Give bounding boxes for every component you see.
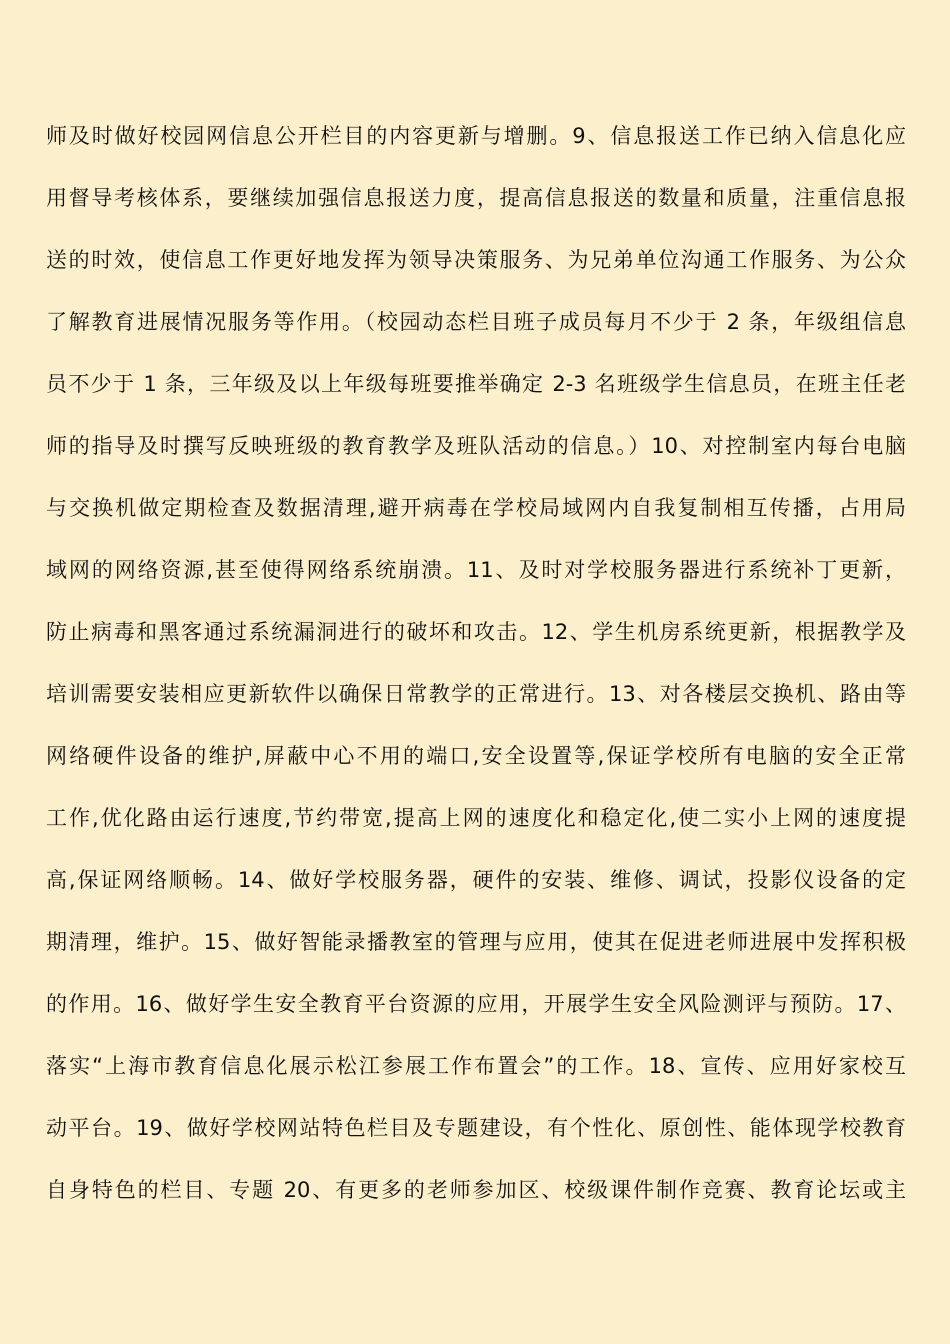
text-line-1: 师及时做好校园网信息公开栏目的内容更新与增删。9、信息报送工作已纳入信息化应 <box>46 124 906 148</box>
text-line-2: 用督导考核体系，要继续加强信息报送力度，提高信息报送的数量和质量，注重信息报 <box>46 186 906 210</box>
text-line-9: 防止病毒和黑客通过系统漏洞进行的破坏和攻击。12、学生机房系统更新，根据教学及 <box>46 620 906 644</box>
text-line-18: 自身特色的栏目、专题 20、有更多的老师参加区、校级课件制作竞赛、教育论坛或主 <box>46 1178 906 1202</box>
text-line-12: 工作,优化路由运行速度,节约带宽,提高上网的速度化和稳定化,使二实小上网的速度提 <box>46 806 906 830</box>
text-line-15: 的作用。16、做好学生安全教育平台资源的应用，开展学生安全风险测评与预防。17、 <box>46 992 906 1016</box>
text-line-5: 员不少于 1 条，三年级及以上年级每班要推举确定 2-3 名班级学生信息员，在班主任老 <box>46 372 906 396</box>
text-line-4: 了解教育进展情况服务等作用。（校园动态栏目班子成员每月不少于 2 条，年级组信息 <box>46 310 906 334</box>
text-line-14: 期清理，维护。15、做好智能录播教室的管理与应用，使其在促进老师进展中发挥积极 <box>46 930 906 954</box>
text-line-17: 动平台。19、做好学校网站特色栏目及专题建设，有个性化、原创性、能体现学校教育 <box>46 1116 906 1140</box>
text-line-8: 域网的网络资源,甚至使得网络系统崩溃。11、及时对学校服务器进行系统补丁更新， <box>46 558 906 582</box>
text-line-11: 网络硬件设备的维护,屏蔽中心不用的端口,安全设置等,保证学校所有电脑的安全正常 <box>46 744 906 768</box>
text-line-13: 高,保证网络顺畅。14、做好学校服务器，硬件的安装、维修、调试，投影仪设备的定 <box>46 868 906 892</box>
text-line-7: 与交换机做定期检查及数据清理,避开病毒在学校局域网内自我复制相互传播，占用局 <box>46 496 906 520</box>
text-line-3: 送的时效，使信息工作更好地发挥为领导决策服务、为兄弟单位沟通工作服务、为公众 <box>46 248 906 272</box>
text-line-10: 培训需要安装相应更新软件以确保日常教学的正常进行。13、对各楼层交换机、路由等 <box>46 682 906 706</box>
text-line-16: 落实“上海市教育信息化展示松江参展工作布置会”的工作。18、宣传、应用好家校互 <box>46 1054 906 1078</box>
text-line-6: 师的指导及时撰写反映班级的教育教学及班队活动的信息。）10、对控制室内每台电脑 <box>46 434 906 458</box>
